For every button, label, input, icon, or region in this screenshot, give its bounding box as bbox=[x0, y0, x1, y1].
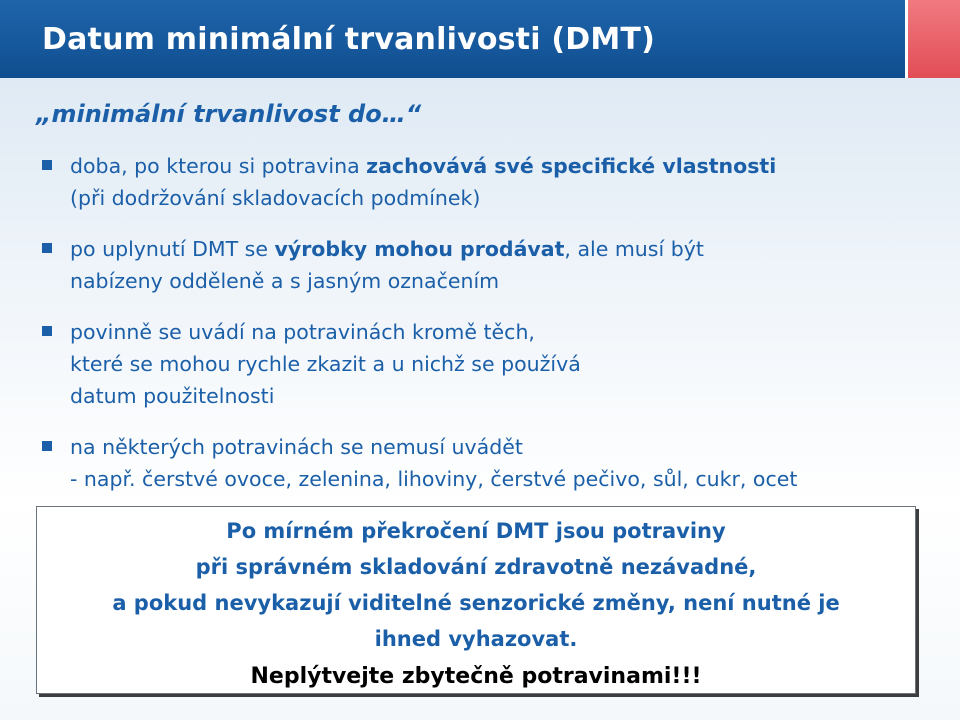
bullet-item bbox=[40, 316, 920, 412]
bullet-text-bold: zachovává své specifické vlastnosti bbox=[366, 154, 777, 178]
bullet-text-bold: výrobky mohou prodávat bbox=[274, 237, 565, 261]
bullet-text: na některých potravinách se nemusí uvádět bbox=[70, 435, 523, 459]
square-bullet-icon bbox=[42, 441, 52, 451]
square-bullet-icon bbox=[42, 326, 52, 336]
slide-subtitle: „minimální trvanlivost do…“ bbox=[36, 100, 422, 128]
bullet-text: povinně se uvádí na potravinách kromě těch, bbox=[70, 320, 535, 344]
title-accent-square bbox=[908, 0, 960, 78]
square-bullet-icon bbox=[42, 243, 52, 253]
slide-title: Datum minimální trvanlivosti (DMT) bbox=[42, 22, 655, 57]
bullet-item bbox=[40, 431, 920, 495]
bullet-text: - např. čerstvé ovoce, zelenina, lihoviny, čerstvé pečivo, sůl, cukr, ocet bbox=[70, 467, 798, 491]
bullet-item bbox=[40, 150, 920, 214]
bullet-text: které se mohou rychle zkazit a u nichž se používá bbox=[70, 352, 581, 376]
bullet-text: nabízeny odděleně a s jasným označením bbox=[70, 269, 500, 293]
callout-box bbox=[36, 506, 916, 694]
bullet-list bbox=[40, 150, 920, 514]
callout-line: při správném skladování zdravotně nezávadné, bbox=[195, 555, 757, 579]
bullet-text: po uplynutí DMT se bbox=[70, 237, 275, 261]
bullet-text: doba, po kterou si potravina bbox=[70, 154, 367, 178]
bullet-item bbox=[40, 233, 920, 297]
bullet-text: , ale musí být bbox=[564, 237, 704, 261]
callout-line: a pokud nevykazují viditelné senzorické změny, není nutné je bbox=[112, 591, 840, 615]
bullet-text: datum použitelnosti bbox=[70, 384, 275, 408]
callout-final-line: Neplýtvejte zbytečně potravinami!!! bbox=[250, 664, 702, 689]
callout-line: Po mírném překročení DMT jsou potraviny bbox=[226, 519, 726, 543]
callout-line: ihned vyhazovat. bbox=[374, 627, 578, 651]
bullet-text: (při dodržování skladovacích podmínek) bbox=[70, 186, 481, 210]
square-bullet-icon bbox=[42, 160, 52, 170]
